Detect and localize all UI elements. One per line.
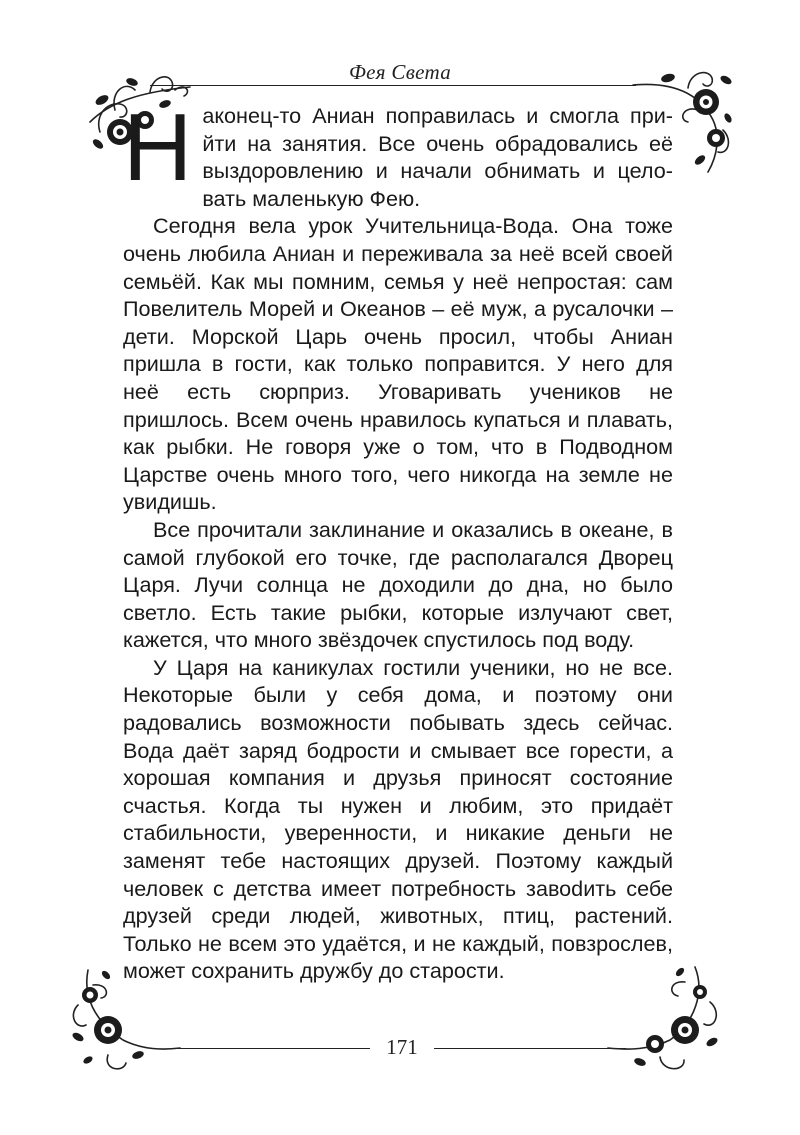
footer-rule-right xyxy=(434,1048,626,1049)
paragraph-3: Все прочитали заклинание и оказались в океане, в самой глубокой его точке, где располагался Дворец Царя. Лучи солнца не доходили до дна, но было светло. Есть такие рыбки, которые излучают свет, кажется, что много звёздочек спустилось под воду. xyxy=(123,516,673,653)
footer-rule-left xyxy=(178,1048,370,1049)
running-header-title: Фея Света xyxy=(348,60,451,84)
paragraph-4: У Царя на каникулах гостили ученики, но не все. Некоторые были у себя дома, и поэтому они радовались возможности побывать здесь сейчас. Вода даёт заряд бодрости и смывает все горести, а хорошая компания и друзья приносят состояние счастья. Когда ты нужен и любим, это придаёт стабильности, уверенности, и никакие деньги не заменят тебе настоящих друзей. Поэтому каждый человек с детства имеет потребность завоdить себе друзей среди людей, животных, птиц, растений. Только не всем это удаётся, и не каждый, повзрослев, может сохранить дружбу до старости. xyxy=(123,654,673,984)
page-body-text xyxy=(123,94,673,985)
paragraph-1 xyxy=(123,94,673,212)
page-number: 171 xyxy=(386,1035,418,1059)
header-rule xyxy=(150,85,636,86)
paragraph-2: Сегодня вела урок Учительница-Вода. Она тоже очень любила Аниан и переживала за неё всей своей семьёй. Как мы помним, семья у неё непростая: сам Повелитель Морей и Океанов – её муж, а русалочки – дети. Морской Царь очень просил, чтобы Аниан пришла в гости, как только поправится. У него для неё есть сюрприз. Уговаривать учеников не пришлось. Всем очень нравилось купаться и плавать, как рыбки. Не говоря уже о том, что в Подводном Царстве очень много того, чего никогда на земле не увидишь. xyxy=(123,213,673,515)
drop-cap-letter: Н xyxy=(123,94,193,201)
paragraph-1-text: аконец-то Аниан поправилась и смогла прийти на занятия. Все очень обрадовались её выздоровлению и начали обнимать и целовать маленькую Фею. xyxy=(202,103,673,211)
